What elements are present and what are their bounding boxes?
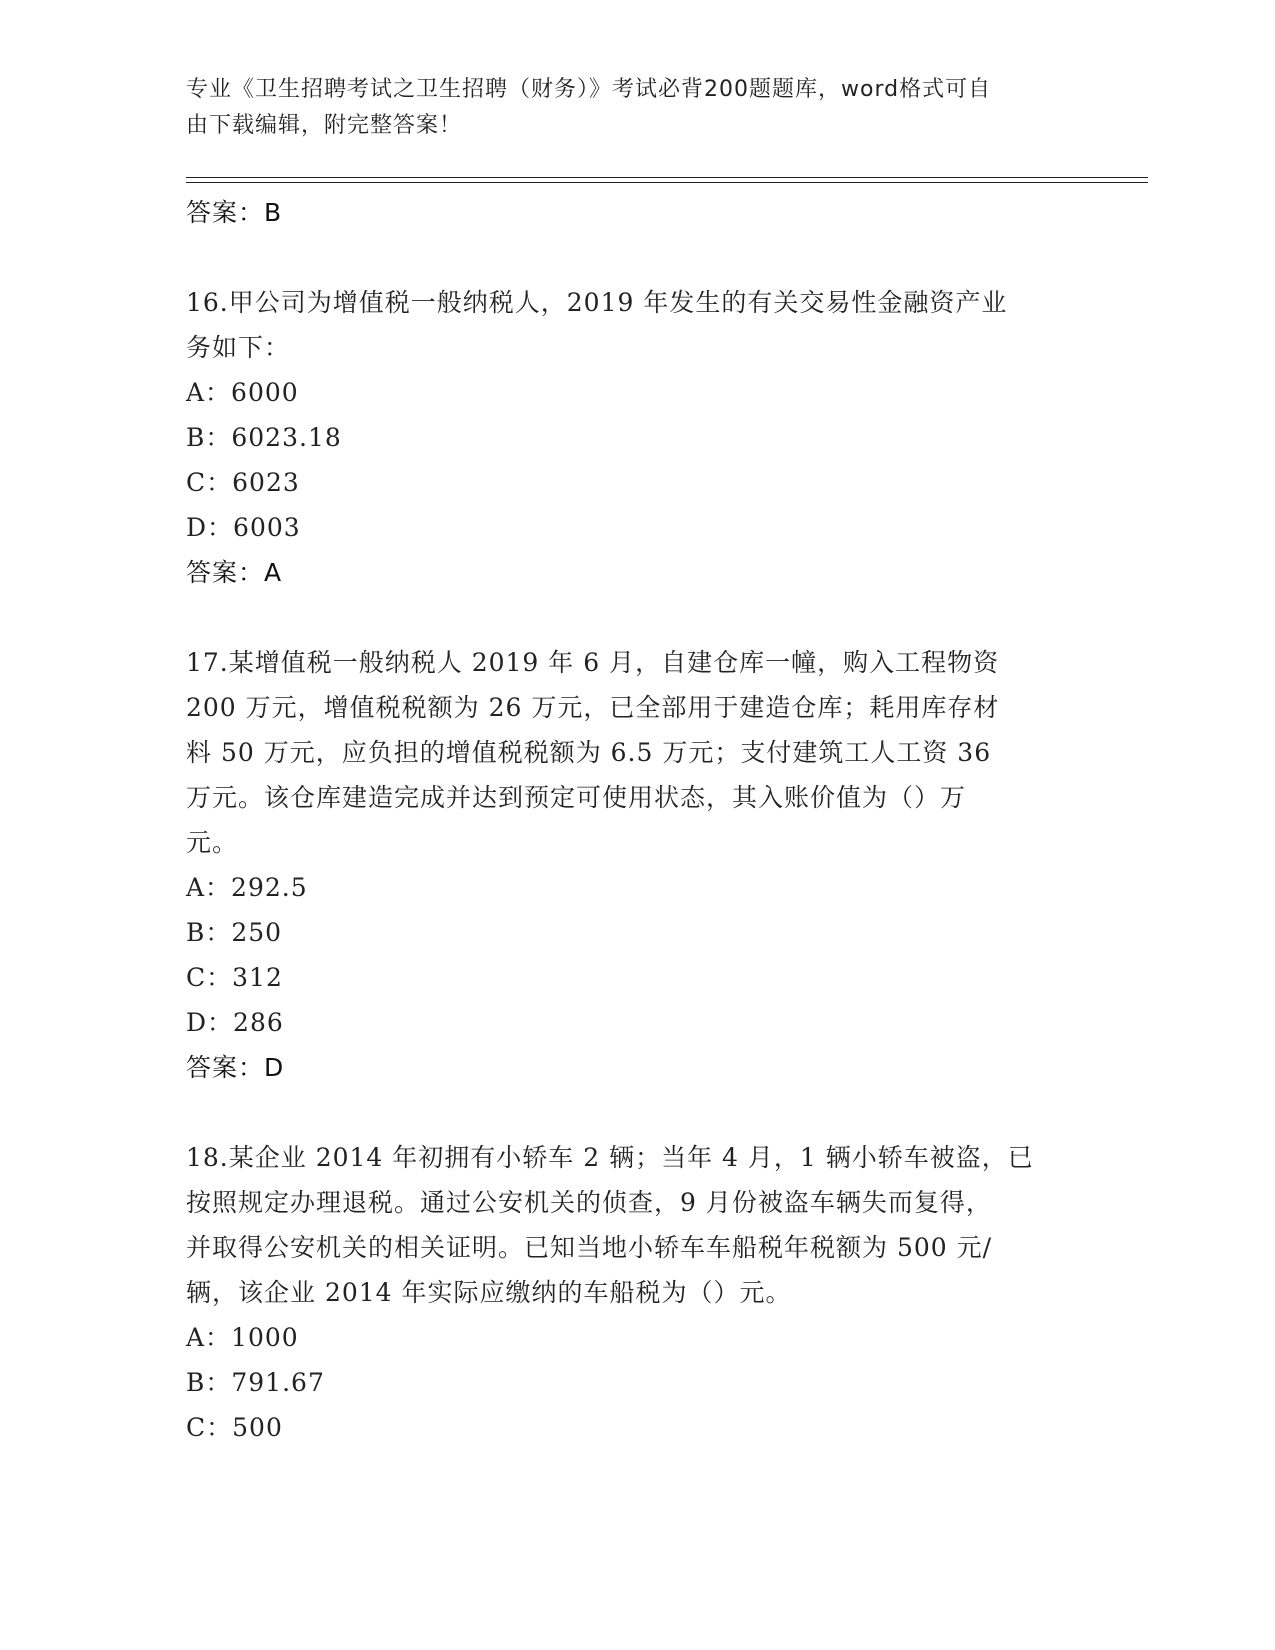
question-text-line: 并取得公安机关的相关证明。已知当地小轿车车船税年税额为 500 元/ (186, 1233, 993, 1262)
question-text-line: 200 万元，增值税税额为 26 万元，已全部用于建造仓库；耗用库存材 (186, 693, 1000, 722)
option-a: A：6000 (186, 378, 299, 407)
document-body (186, 190, 1086, 1450)
question-text-line: 辆，该企业 2014 年实际应缴纳的车船税为（）元。 (186, 1278, 792, 1307)
question-text-line: 料 50 万元，应负担的增值税税额为 6.5 万元；支付建筑工人工资 36 (186, 738, 992, 767)
answer: 答案：A (186, 558, 283, 587)
option-c: C：312 (186, 963, 283, 992)
option-b: B：250 (186, 918, 283, 947)
option-c: C：6023 (186, 468, 300, 497)
previous-answer: 答案：B (186, 198, 283, 227)
header-rule-bottom (186, 182, 1148, 183)
question-16 (186, 280, 1086, 595)
header-rule-top (186, 177, 1148, 178)
question-18 (186, 1135, 1086, 1450)
option-a: A：292.5 (186, 873, 308, 902)
question-text-line: 按照规定办理退税。通过公安机关的侦查，9 月份被盗车辆失而复得， (186, 1188, 992, 1217)
header-line-1: 专业《卫生招聘考试之卫生招聘（财务）》考试必背200题题库，word格式可自 (186, 77, 992, 102)
option-c: C：500 (186, 1413, 283, 1442)
question-text-line: 16.甲公司为增值税一般纳税人，2019 年发生的有关交易性金融资产业 (186, 288, 1008, 317)
header-line-2: 由下载编辑，附完整答案！ (186, 113, 463, 138)
answer: 答案：D (186, 1053, 285, 1082)
question-text-line: 17.某增值税一般纳税人 2019 年 6 月，自建仓库一幢，购入工程物资 (186, 648, 1000, 677)
spacer (186, 595, 1086, 640)
option-d: D：6003 (186, 513, 301, 542)
question-17 (186, 640, 1086, 1090)
spacer (186, 235, 1086, 280)
option-b: B：6023.18 (186, 423, 342, 452)
document-header (186, 72, 1066, 144)
option-d: D：286 (186, 1008, 284, 1037)
question-text-line: 万元。该仓库建造完成并达到预定可使用状态，其入账价值为（）万 (186, 783, 967, 812)
option-b: B：791.67 (186, 1368, 325, 1397)
question-text-line: 务如下： (186, 333, 291, 362)
option-a: A：1000 (186, 1323, 299, 1352)
spacer (186, 1090, 1086, 1135)
question-text-line: 元。 (186, 828, 239, 857)
question-text-line: 18.某企业 2014 年初拥有小轿车 2 辆；当年 4 月，1 辆小轿车被盗，已 (186, 1143, 1034, 1172)
